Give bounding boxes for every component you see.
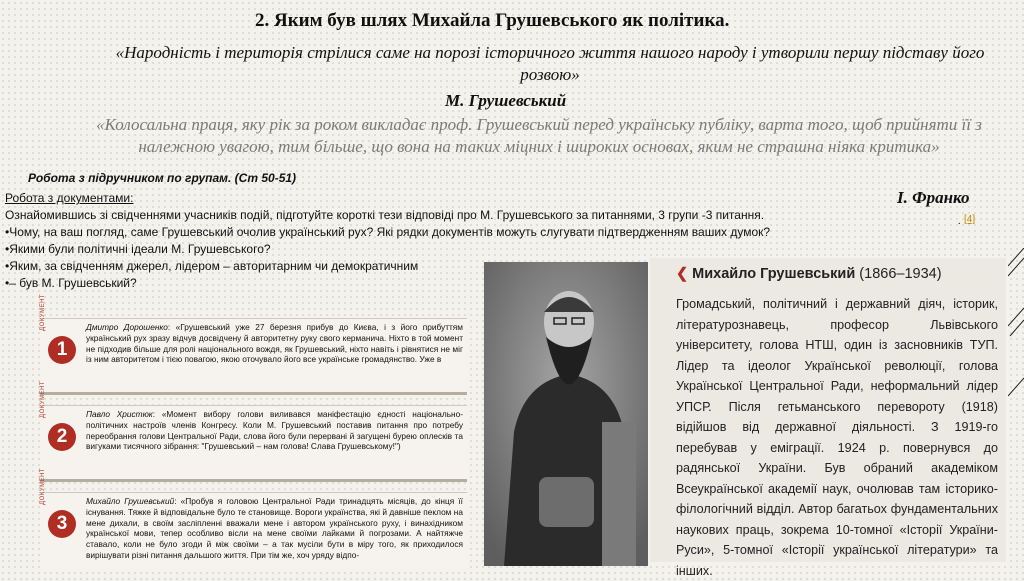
quote-hrushevsky: «Народність і територія стрілися саме на порозі історичного життя нашого народу і утворили першу підставу його розвою» (115, 43, 985, 84)
slide-title: 2. Яким був шлях Михайла Грушевського як політика. (255, 10, 730, 31)
biography-panel (650, 258, 1006, 578)
document-label: ДОКУМЕНТ (40, 467, 46, 505)
portrait-image (484, 262, 648, 566)
document-divider (40, 392, 467, 395)
quote-franko: «Колосальна праця, яку рік за роком викладає проф. Грушевський перед українську публіку, варта того, щоб прийняти її з належною увагою, тим більше, що вона на таких міцних і широких основах, яким не страшна ніяка критика» (96, 115, 982, 156)
document-quote: : «Пробув я головою Центральної Ради тринадцять місяців, до кінця її існування. Тяжке й відповідальне було те становище. Вороги українства, які й давніше пеклом на мене дихали, в своїм засліпленні вважали мене і автором українського руху, і винахідником української мови, тепер особливо вісли на мене своїми лайками й погрозами. А найтяжче ставало, коли не було згоди й між своїми – а так муcіли бути в міру того, як приходилося вирішувати різні питання дальшого життя. При тім же, хоч уряду відпо- (86, 496, 463, 560)
biography-text: Громадський, політичний і державний діяч, історик, літературознавець, професор Львівського університету, голова НТШ, один із засновників ТУП. Лідер та ідеолог Української революції, голова Української Центральної Ради, неформальний лідер УПСР. Після гетьманського перевороту (1918) відійшов від державної діяльності. З 1919-го перебував у еміграції. 1924 р. повернувся до радянської України. Був обраний академіком Всеукраїнської академії наук, очолював там історико-філологічний відділ. Автор багатьох фундаментальних наукових праць, зокрема 10-томної «Історії України-Руси», 5-томної «Історії української літератури» та інших. (676, 297, 998, 578)
textbook-work-label: Робота з підручником по групам. (Ст 50-51) (28, 171, 297, 185)
document-badge (40, 380, 70, 468)
portrait-photo (484, 262, 648, 566)
document-card (40, 467, 467, 569)
biography-years: (1866–1934) (859, 266, 942, 282)
document-label: ДОКУМЕНТ (40, 380, 46, 418)
document-divider (40, 479, 467, 482)
task-line: Ознайомившись зі свідченнями учасників подій, підготуйте короткі тези відповіді про М. Грушевського за питаннями, 3 групи -3 питання. (5, 208, 765, 222)
arrow-left-icon: ❮ (676, 266, 689, 282)
document-text (86, 496, 463, 561)
document-badge (40, 293, 70, 381)
document-badge (40, 467, 70, 555)
document-number: 1 (48, 336, 76, 364)
biography-name: Михайло Грушевський (692, 266, 856, 282)
document-text (86, 409, 463, 452)
document-card (40, 293, 467, 395)
document-quote: : «Грушевський уже 27 березня прибув до Києва, і з його прибуттям український рух зразу відчув досвідченy й авторитетну руку свого керманича. Ніхто в той момент не підходив більше для ролі національного вождя, як Грушевський, ніхто навіть і рівнятися не міг із ним авторитетом і тією повагою, якою оточувало його все українське громадянство. Уже в (86, 322, 463, 365)
quote-author-franko: І. Франко (897, 188, 970, 207)
slide-corner-decoration (1008, 248, 1024, 408)
document-text (86, 322, 463, 365)
reference-link[interactable]: [4] (964, 214, 976, 225)
document-author: Павло Христюк (86, 409, 153, 419)
document-author: Дмитро Дорошенко (86, 322, 168, 332)
document-card (40, 380, 467, 482)
document-number: 2 (48, 423, 76, 451)
document-label: ДОКУМЕНТ (40, 293, 46, 331)
question-line: •Яким, за свідченням джерел, лідером – авторитарним чи демократичним (5, 259, 419, 273)
question-line: •Якими були політичні ідеали М. Грушевського? (5, 242, 271, 256)
document-cards (40, 293, 467, 579)
document-author: Михайло Грушевський (86, 496, 175, 506)
document-quote: : «Момент вибору голови виливався маніфестацію єдності національно-політичних настроїв членів Конгресу. Коли М. Грушевський поставив питання про потребу переобрання голови Центральної Ради, слова його були перервані й загущені бурею оплесків та вигуками тисячного зібрання: "Грушевський – нам голова! Слава Грушевському!") (86, 409, 463, 452)
biography-header (676, 266, 942, 282)
quote-author-hrushevsky: М. Грушевський (445, 91, 567, 110)
documents-heading: Робота з документами: (5, 191, 134, 205)
document-number: 3 (48, 510, 76, 538)
question-line: •Чому, на ваш погляд, саме Грушевський очолив український рух? Які рядки документів можуть слугувати підтвердженням ваших думок? (5, 225, 771, 239)
question-line: •– був М. Грушевський? (5, 276, 137, 290)
reference-dot: . (958, 216, 961, 227)
